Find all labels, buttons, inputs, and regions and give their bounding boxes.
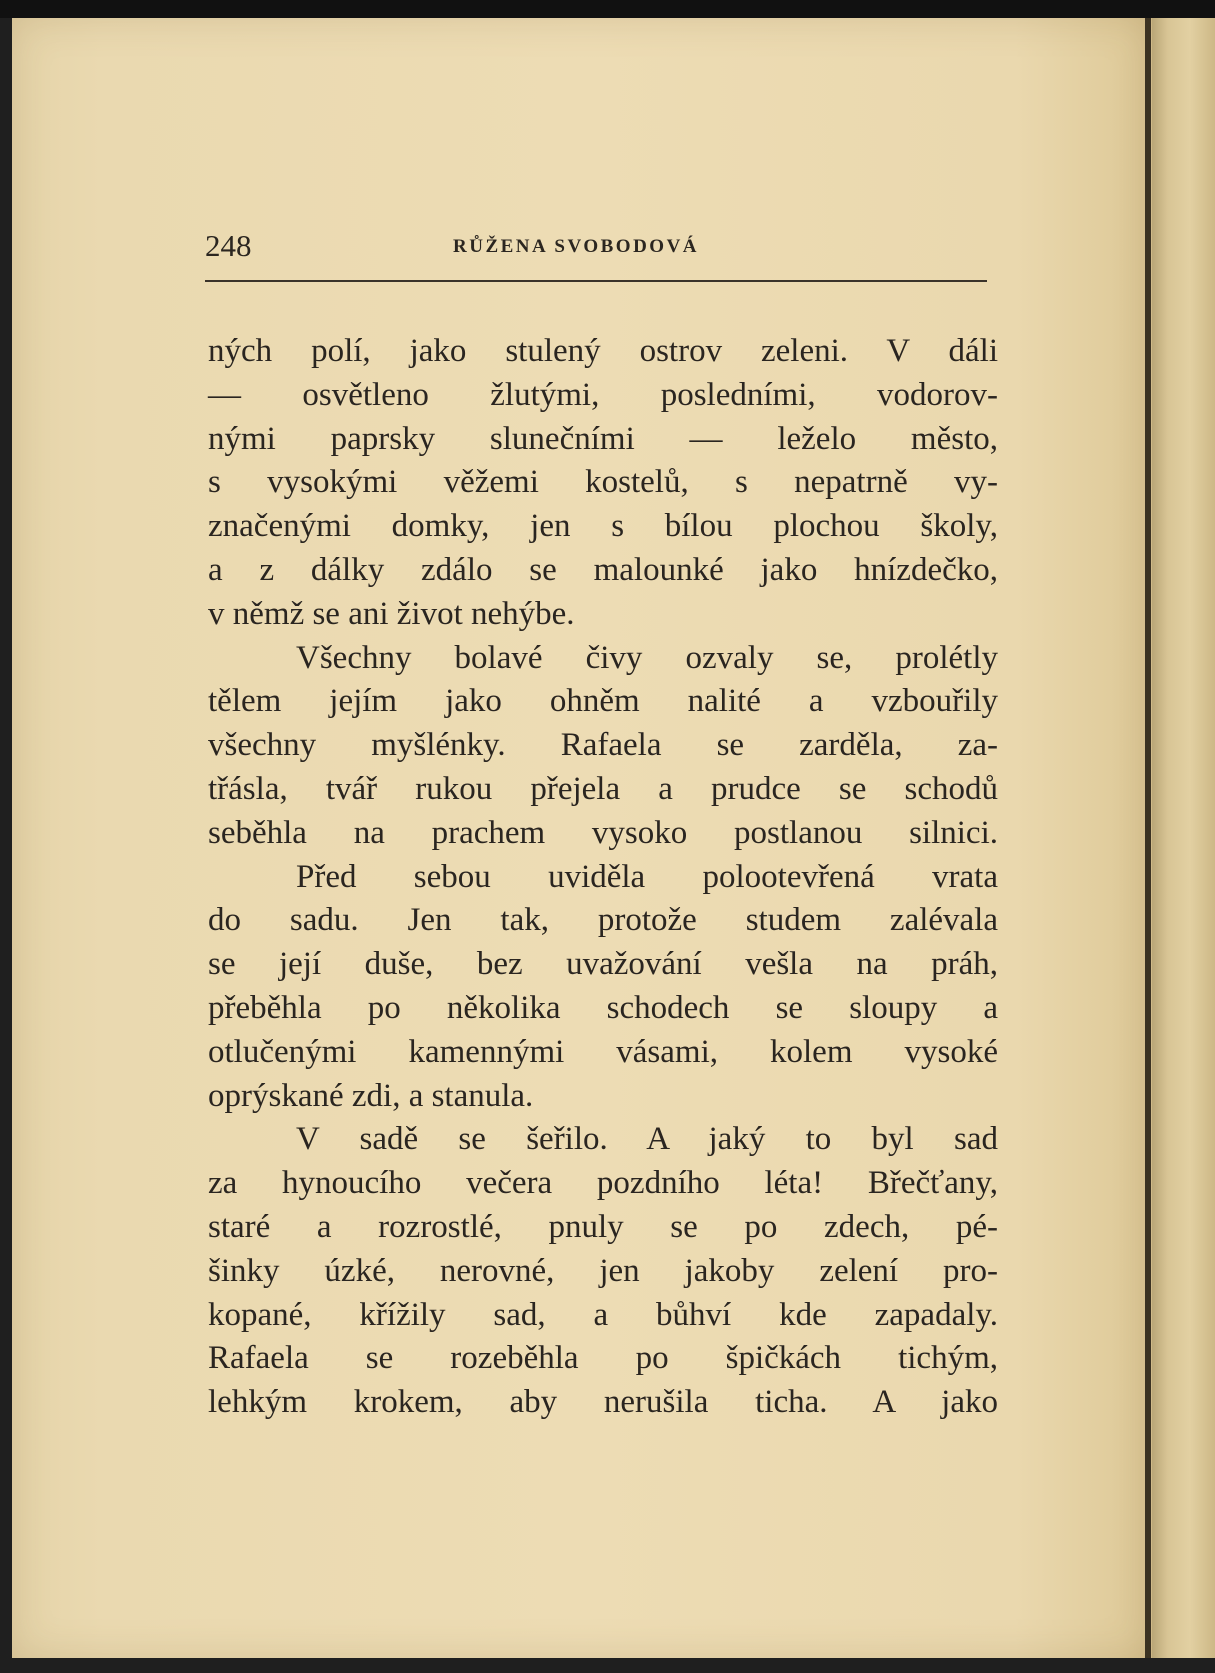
text-line: Rafaela se rozeběhla po špičkách tichým,: [208, 1340, 998, 1377]
text-line: se její duše, bez uvažování vešla na práh,: [208, 946, 998, 983]
text-line: přeběhla po několika schodech se sloupy a: [208, 989, 998, 1026]
page-header: [205, 228, 987, 282]
text-line: tělem jejím jako ohněm nalité a vzbouřily: [208, 683, 998, 720]
paragraph-start-line: V sadě se šeřilo. A jaký to byl sad: [296, 1121, 998, 1158]
text-line: do sadu. Jen tak, protože studem zalévala: [208, 902, 998, 939]
text-line: šinky úzké, nerovné, jen jakoby zelení pro-: [208, 1252, 998, 1289]
text-line: v němž se ani život nehýbe.: [208, 595, 575, 632]
running-head: RŮŽENA SVOBODOVÁ: [453, 236, 700, 257]
text-line: — osvětleno žlutými, posledními, vodorov-: [208, 376, 998, 413]
text-line: značenými domky, jen s bílou plochou školy,: [208, 508, 998, 545]
text-line: a z dálky zdálo se malounké jako hnízdečko,: [208, 551, 998, 588]
text-line: všechny myšlénky. Rafaela se zarděla, za-: [208, 727, 998, 764]
text-line: ných polí, jako stulený ostrov zeleni. V dáli: [208, 333, 998, 369]
text-line: lehkým krokem, aby nerušila ticha. A jako: [208, 1384, 998, 1421]
text-line: třásla, tvář rukou přejela a prudce se schodů: [208, 770, 998, 807]
facing-page-edge: [1152, 18, 1215, 1658]
text-line: seběhla na prachem vysoko postlanou silnici.: [208, 814, 998, 851]
paragraph-start-line: Před sebou uviděla polootevřená vrata: [296, 858, 998, 895]
text-line: kopané, křížily sad, a bůhví kde zapadaly.: [208, 1296, 998, 1333]
scan-border: [0, 0, 1215, 18]
text-line: nými paprsky slunečními — leželo město,: [208, 420, 998, 457]
page-number: 248: [205, 228, 252, 263]
text-line: staré a rozrostlé, pnuly se po zdech, pé-: [208, 1208, 998, 1245]
page-gutter: [1145, 18, 1151, 1658]
text-line: otlučenými kamennými vásami, kolem vysoké: [208, 1033, 998, 1070]
paragraph-start-line: Všechny bolavé čivy ozvaly se, prolétly: [296, 639, 998, 676]
text-line: s vysokými věžemi kostelů, s nepatrně vy-: [208, 464, 998, 501]
text-line: za hynoucího večera pozdního léta! Břečťany,: [208, 1165, 998, 1202]
body-text: [208, 330, 998, 1425]
text-line: oprýskané zdi, a stanula.: [208, 1077, 534, 1114]
